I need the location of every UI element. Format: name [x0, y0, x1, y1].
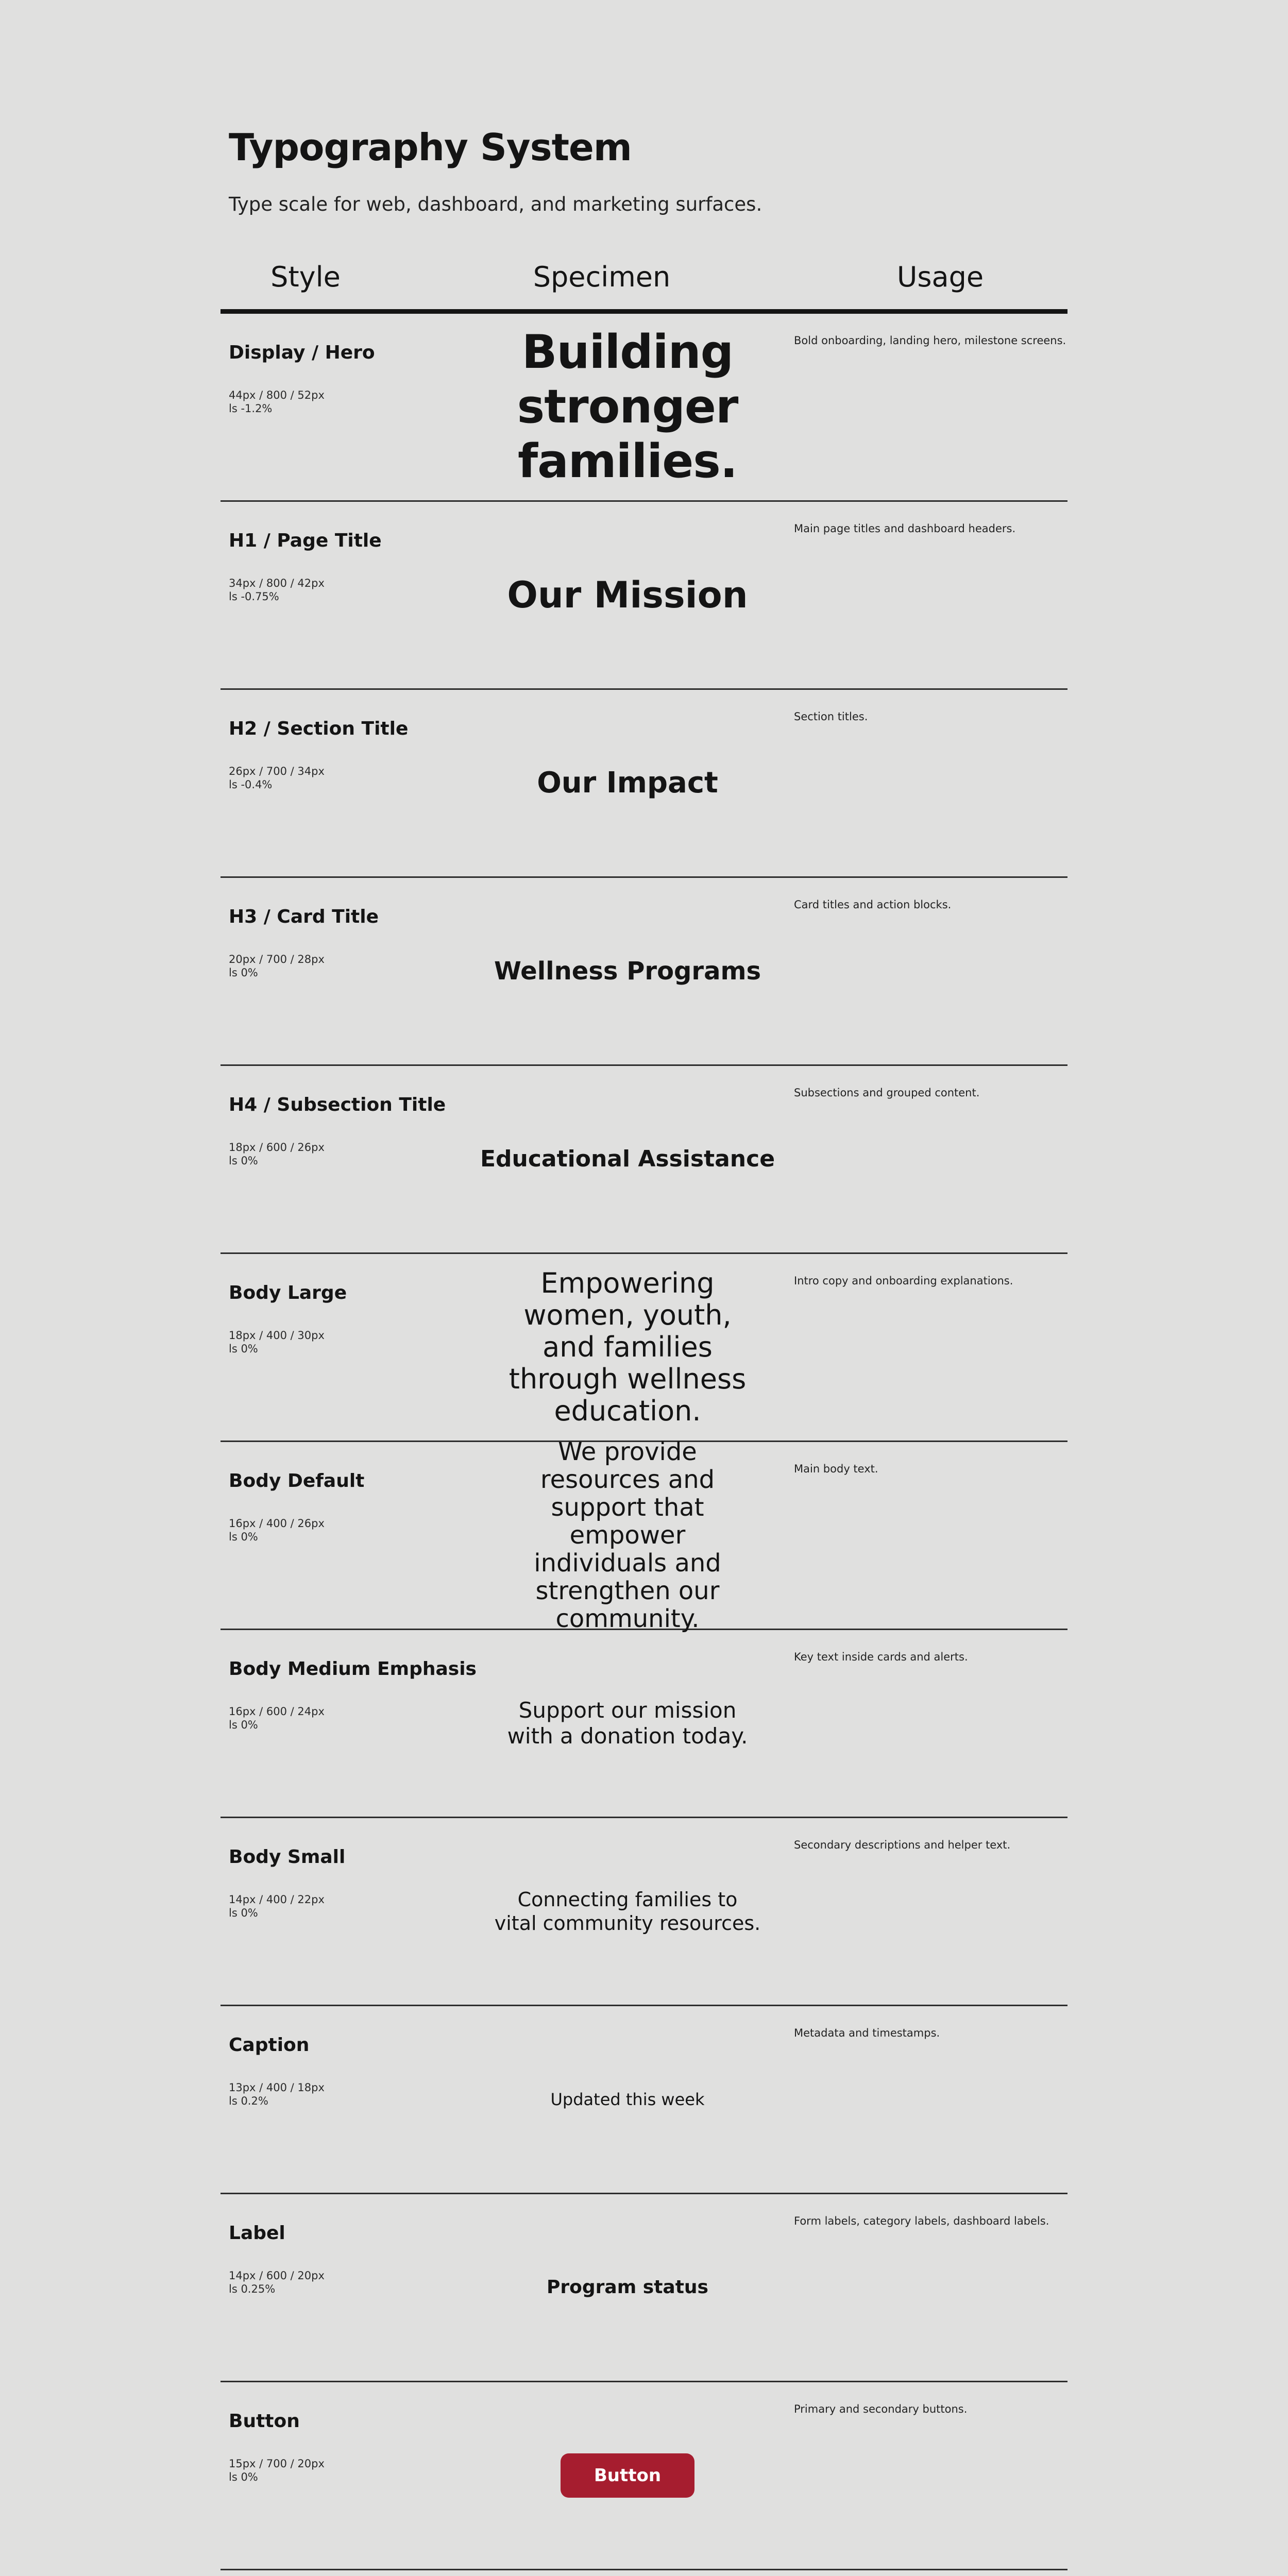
usage-text: Form labels, category labels, dashboard labels. [794, 2215, 1049, 2227]
style-spec [229, 953, 325, 979]
style-metrics: 15px / 700 / 20px [229, 2458, 325, 2470]
specimen-cell [494, 878, 761, 1064]
usage-text: Primary and secondary buttons. [794, 2403, 968, 2415]
usage-text: Bold onboarding, landing hero, milestone screens. [794, 334, 1066, 347]
style-name: Button [229, 2411, 300, 2432]
style-name: Body Small [229, 1846, 346, 1868]
style-name: Body Large [229, 1282, 347, 1303]
header-style: Style [270, 261, 341, 293]
specimen-h3: Wellness Programs [494, 957, 761, 986]
page-title: Typography System [229, 126, 632, 169]
specimen-cell [494, 1818, 761, 2005]
style-name: Body Medium Emphasis [229, 1658, 477, 1680]
page-subtitle: Type scale for web, dashboard, and marketing surfaces. [229, 193, 762, 215]
style-metrics: 16px / 400 / 26px [229, 1517, 325, 1530]
row-label [221, 2194, 1067, 2382]
style-metrics: 34px / 800 / 42px [229, 577, 325, 589]
style-letter-spacing: ls 0% [229, 1719, 258, 1731]
usage-text: Key text inside cards and alerts. [794, 1651, 968, 1663]
specimen-h2: Our Impact [537, 766, 718, 800]
style-spec [229, 765, 325, 791]
row-link [221, 2570, 1067, 2576]
style-name: Body Default [229, 1470, 365, 1492]
style-metrics: 13px / 400 / 18px [229, 2081, 325, 2094]
style-letter-spacing: ls 0% [229, 1907, 258, 1919]
specimen-cell [494, 2194, 761, 2381]
row-body-large [221, 1254, 1067, 1442]
specimen-cell [494, 1254, 761, 1440]
usage-text: Metadata and timestamps. [794, 2027, 940, 2039]
style-metrics: 14px / 400 / 22px [229, 1893, 325, 1906]
row-body-medium-emphasis [221, 1630, 1067, 1818]
specimen-cell [494, 2570, 761, 2576]
usage-text: Intro copy and onboarding explanations. [794, 1275, 1013, 1287]
style-spec [229, 2457, 325, 2484]
style-letter-spacing: ls 0% [229, 967, 258, 979]
specimen-body-default: We provide resources and support that empower individuals and strengthen our community. [534, 1437, 721, 1633]
style-spec [229, 2081, 325, 2108]
usage-text: Subsections and grouped content. [794, 1087, 980, 1099]
specimen-caption: Updated this week [550, 2090, 705, 2109]
header-usage: Usage [896, 261, 984, 293]
specimen-cell [494, 690, 761, 876]
style-name: H4 / Subsection Title [229, 1094, 446, 1115]
usage-text: Card titles and action blocks. [794, 899, 952, 911]
specimen-cell [480, 1066, 775, 1252]
style-spec [229, 2269, 325, 2296]
usage-text: Main page titles and dashboard headers. [794, 522, 1016, 535]
style-spec [229, 388, 325, 415]
specimen-h4: Educational Assistance [480, 1146, 775, 1172]
style-letter-spacing: ls 0% [229, 1531, 258, 1543]
style-spec [229, 1517, 325, 1544]
row-h3 [221, 878, 1067, 1066]
style-name: Caption [229, 2035, 310, 2056]
specimen-cell [494, 314, 761, 500]
style-name: H3 / Card Title [229, 906, 379, 927]
style-name: H1 / Page Title [229, 530, 382, 551]
specimen-cell [494, 2382, 761, 2569]
specimen-cell [494, 1437, 761, 1633]
style-metrics: 26px / 700 / 34px [229, 765, 325, 777]
usage-text: Section titles. [794, 710, 868, 723]
style-spec [229, 1705, 325, 1732]
specimen-cell [494, 502, 761, 688]
style-name: Label [229, 2223, 285, 2244]
specimen-button[interactable]: Button [561, 2453, 694, 2498]
row-h2 [221, 690, 1067, 878]
table-header [221, 257, 1067, 298]
specimen-h1: Our Mission [507, 574, 748, 616]
row-display-hero [221, 314, 1067, 502]
style-metrics: 14px / 600 / 20px [229, 2269, 325, 2282]
style-letter-spacing: ls 0.25% [229, 2283, 276, 2295]
row-button [221, 2382, 1067, 2570]
style-letter-spacing: ls -0.75% [229, 590, 279, 603]
style-name: H2 / Section Title [229, 718, 409, 739]
style-spec [229, 1141, 325, 1167]
row-h1 [221, 502, 1067, 690]
style-metrics: 18px / 400 / 30px [229, 1329, 325, 1342]
usage-text: Main body text. [794, 1463, 878, 1475]
specimen-body-small: Connecting families to vital community resources. [494, 1888, 761, 1935]
style-spec [229, 1329, 325, 1355]
style-metrics: 16px / 600 / 24px [229, 1705, 325, 1718]
header-divider [221, 309, 1067, 314]
style-letter-spacing: ls 0% [229, 1155, 258, 1167]
type-scale-table [221, 314, 1067, 2576]
header-specimen: Specimen [533, 261, 671, 293]
style-letter-spacing: ls -1.2% [229, 402, 273, 415]
specimen-label: Program status [547, 2277, 708, 2298]
style-metrics: 44px / 800 / 52px [229, 389, 325, 401]
style-letter-spacing: ls 0% [229, 1343, 258, 1355]
style-letter-spacing: ls 0% [229, 2471, 258, 2483]
row-h4 [221, 1066, 1067, 1254]
specimen-cell [494, 2006, 761, 2193]
row-body-small [221, 1818, 1067, 2006]
specimen-body-medium: Support our mission with a donation today. [507, 1698, 748, 1749]
row-body-default [221, 1437, 1067, 1633]
style-metrics: 18px / 600 / 26px [229, 1141, 325, 1154]
style-letter-spacing: ls 0.2% [229, 2095, 268, 2107]
specimen-body-large: Empowering women, youth, and families through wellness education. [509, 1267, 747, 1427]
specimen-display: Building stronger families. [517, 325, 738, 488]
style-spec [229, 577, 325, 603]
specimen-cell [494, 1630, 761, 1817]
usage-text: Secondary descriptions and helper text. [794, 1839, 1011, 1851]
row-caption [221, 2006, 1067, 2194]
style-spec [229, 1893, 325, 1920]
style-metrics: 20px / 700 / 28px [229, 953, 325, 965]
style-name: Display / Hero [229, 342, 375, 363]
style-letter-spacing: ls -0.4% [229, 778, 273, 791]
